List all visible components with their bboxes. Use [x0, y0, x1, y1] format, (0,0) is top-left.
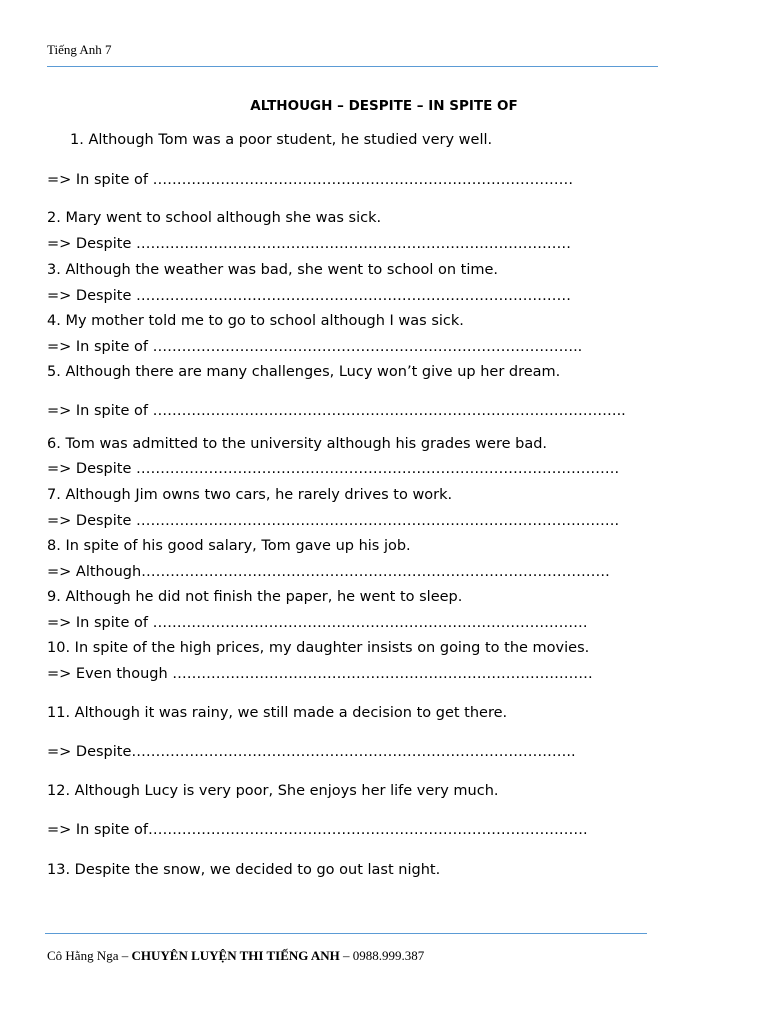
answer-line-8: => Although…………………………………………………………………………………….	[47, 564, 610, 580]
footer-phone: – 0988.999.387	[339, 948, 425, 963]
answer-line-3: => Despite ………………………………………………………………………………	[47, 288, 571, 304]
exercise-line-12: 12. Although Lucy is very poor, She enjoys her life very much.	[47, 783, 499, 799]
exercise-line-4: 4. My mother told me to go to school although I was sick.	[47, 313, 464, 329]
exercise-line-6: 6. Tom was admitted to the university although his grades were bad.	[47, 436, 548, 452]
exercise-line-7: 7. Although Jim owns two cars, he rarely drives to work.	[47, 487, 453, 503]
exercise-line-10: 10. In spite of the high prices, my daughter insists on going to the movies.	[47, 640, 590, 656]
exercise-line-13: 13. Despite the snow, we decided to go out last night.	[47, 862, 441, 878]
answer-line-2: => Despite ………………………………………………………………………………	[47, 236, 571, 252]
exercise-line-9: 9. Although he did not finish the paper, he went to sleep.	[47, 589, 463, 605]
footer-author: Cô Hằng Nga –	[47, 948, 132, 963]
answer-line-9: => In spite of ………………………………………………………………………………	[47, 615, 588, 631]
answer-line-6: => Despite ……………………………………………………………………………………….	[47, 461, 620, 477]
exercise-line-5: 5. Although there are many challenges, Lucy won’t give up her dream.	[47, 364, 561, 380]
answer-line-10: => Even though ……………………………………………………………………………	[47, 666, 593, 682]
answer-line-11: => Despite………………………………………………………………………………..	[47, 744, 576, 760]
footer-divider	[45, 933, 647, 934]
answer-line-4: => In spite of ……………………………………………………………………………..	[47, 339, 583, 355]
exercise-line-8: 8. In spite of his good salary, Tom gave up his job.	[47, 538, 411, 554]
header-divider	[47, 66, 658, 67]
exercise-line-11: 11. Although it was rainy, we still made a decision to get there.	[47, 705, 508, 721]
answer-line-7: => Despite ……………………………………………………………………………………….	[47, 513, 620, 529]
exercise-line-2: 2. Mary went to school although she was sick.	[47, 210, 382, 226]
worksheet-title: ALTHOUGH – DESPITE – IN SPITE OF	[250, 98, 518, 114]
running-header: Tiếng Anh 7	[47, 42, 112, 57]
footer-course-name: CHUYÊN LUYỆN THI TIẾNG ANH	[131, 948, 340, 963]
answer-line-5: => In spite of ……………………………………………………………………………………..	[47, 403, 626, 419]
answer-line-1: => In spite of ……………………………………………………………………………	[47, 172, 574, 188]
exercise-line-3: 3. Although the weather was bad, she went to school on time.	[47, 262, 499, 278]
exercise-line-1: 1. Although Tom was a poor student, he studied very well.	[70, 132, 493, 148]
page-footer	[47, 948, 424, 964]
answer-line-12: => In spite of……………………………………………………………………………….	[47, 822, 588, 838]
